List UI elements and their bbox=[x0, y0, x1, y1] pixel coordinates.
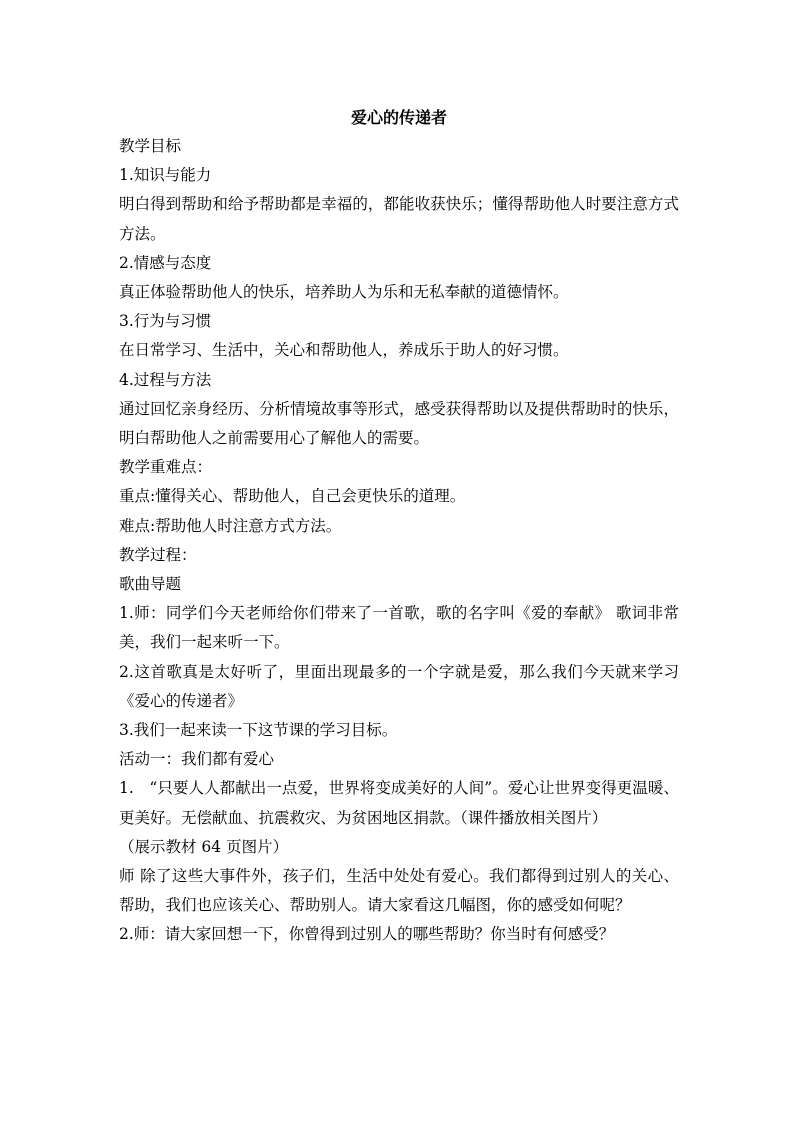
goal-2-text: 真正体验帮助他人的快乐，培养助人为乐和无私奉献的道德情怀。 bbox=[119, 283, 569, 302]
song-step-1: 1.师：同学们今天老师给你们带来了一首歌，歌的名字叫《爱的奉献》 歌词非常美，我们一起来听一下。 bbox=[119, 604, 679, 652]
activity-1-step-1: 1. “只要人人都献出一点爱，世界将变成美好的人间”。爱心让世界变得更温暖、更美好。无偿献血、抗震救灾、为贫困地区捐款。（课件播放相关图片） bbox=[119, 779, 679, 827]
activity-1-teacher-text: 师 除了这些大事件外，孩子们，生活中处处有爱心。我们都得到过别人的关心、帮助，我们也应该关心、帮助别人。请大家看这几幅图，你的感受如何呢？ bbox=[119, 867, 679, 915]
activity-1-step-2: 2.师：请大家回想一下，你曾得到过别人的哪些帮助？你当时有何感受？ bbox=[119, 925, 615, 944]
section-song-intro: 歌曲导题 bbox=[119, 575, 182, 594]
goal-2-heading: 2.情感与态度 bbox=[119, 253, 212, 272]
goal-3-heading: 3.行为与习惯 bbox=[119, 312, 212, 331]
heading-teaching-goals: 教学目标 bbox=[119, 137, 182, 155]
document-body bbox=[119, 104, 679, 950]
goal-1-text: 明白得到帮助和给予帮助都是幸福的，都能收获快乐；懂得帮助他人时要注意方式方法。 bbox=[119, 195, 679, 243]
goal-4-text: 通过回忆亲身经历、分析情境故事等形式，感受获得帮助以及提供帮助时的快乐，明白帮助他人之前需要用心了解他人的需要。 bbox=[119, 399, 679, 448]
section-activity-1: 活动一：我们都有爱心 bbox=[119, 750, 275, 769]
song-step-2: 2.这首歌真是太好听了，里面出现最多的一个字就是爱，那么我们今天就来学习《爱心的传递者》 bbox=[119, 662, 679, 710]
key-point-text: 重点:懂得关心、帮助他人，自己会更快乐的道理。 bbox=[119, 487, 466, 506]
goal-3-text: 在日常学习、生活中，关心和帮助他人，养成乐于助人的好习惯。 bbox=[119, 341, 569, 360]
goal-4-heading: 4.过程与方法 bbox=[119, 370, 212, 389]
heading-key-points: 教学重难点： bbox=[119, 458, 213, 477]
goal-1-heading: 1.知识与能力 bbox=[119, 166, 212, 185]
activity-1-note: （展示教材 64 页图片） bbox=[119, 837, 289, 856]
song-step-3: 3.我们一起来读一下这节课的学习目标。 bbox=[119, 721, 398, 740]
difficult-point-text: 难点:帮助他人时注意方式方法。 bbox=[119, 516, 342, 535]
heading-teaching-process: 教学过程： bbox=[119, 545, 197, 564]
document-title: 爱心的传递者 bbox=[350, 108, 447, 127]
